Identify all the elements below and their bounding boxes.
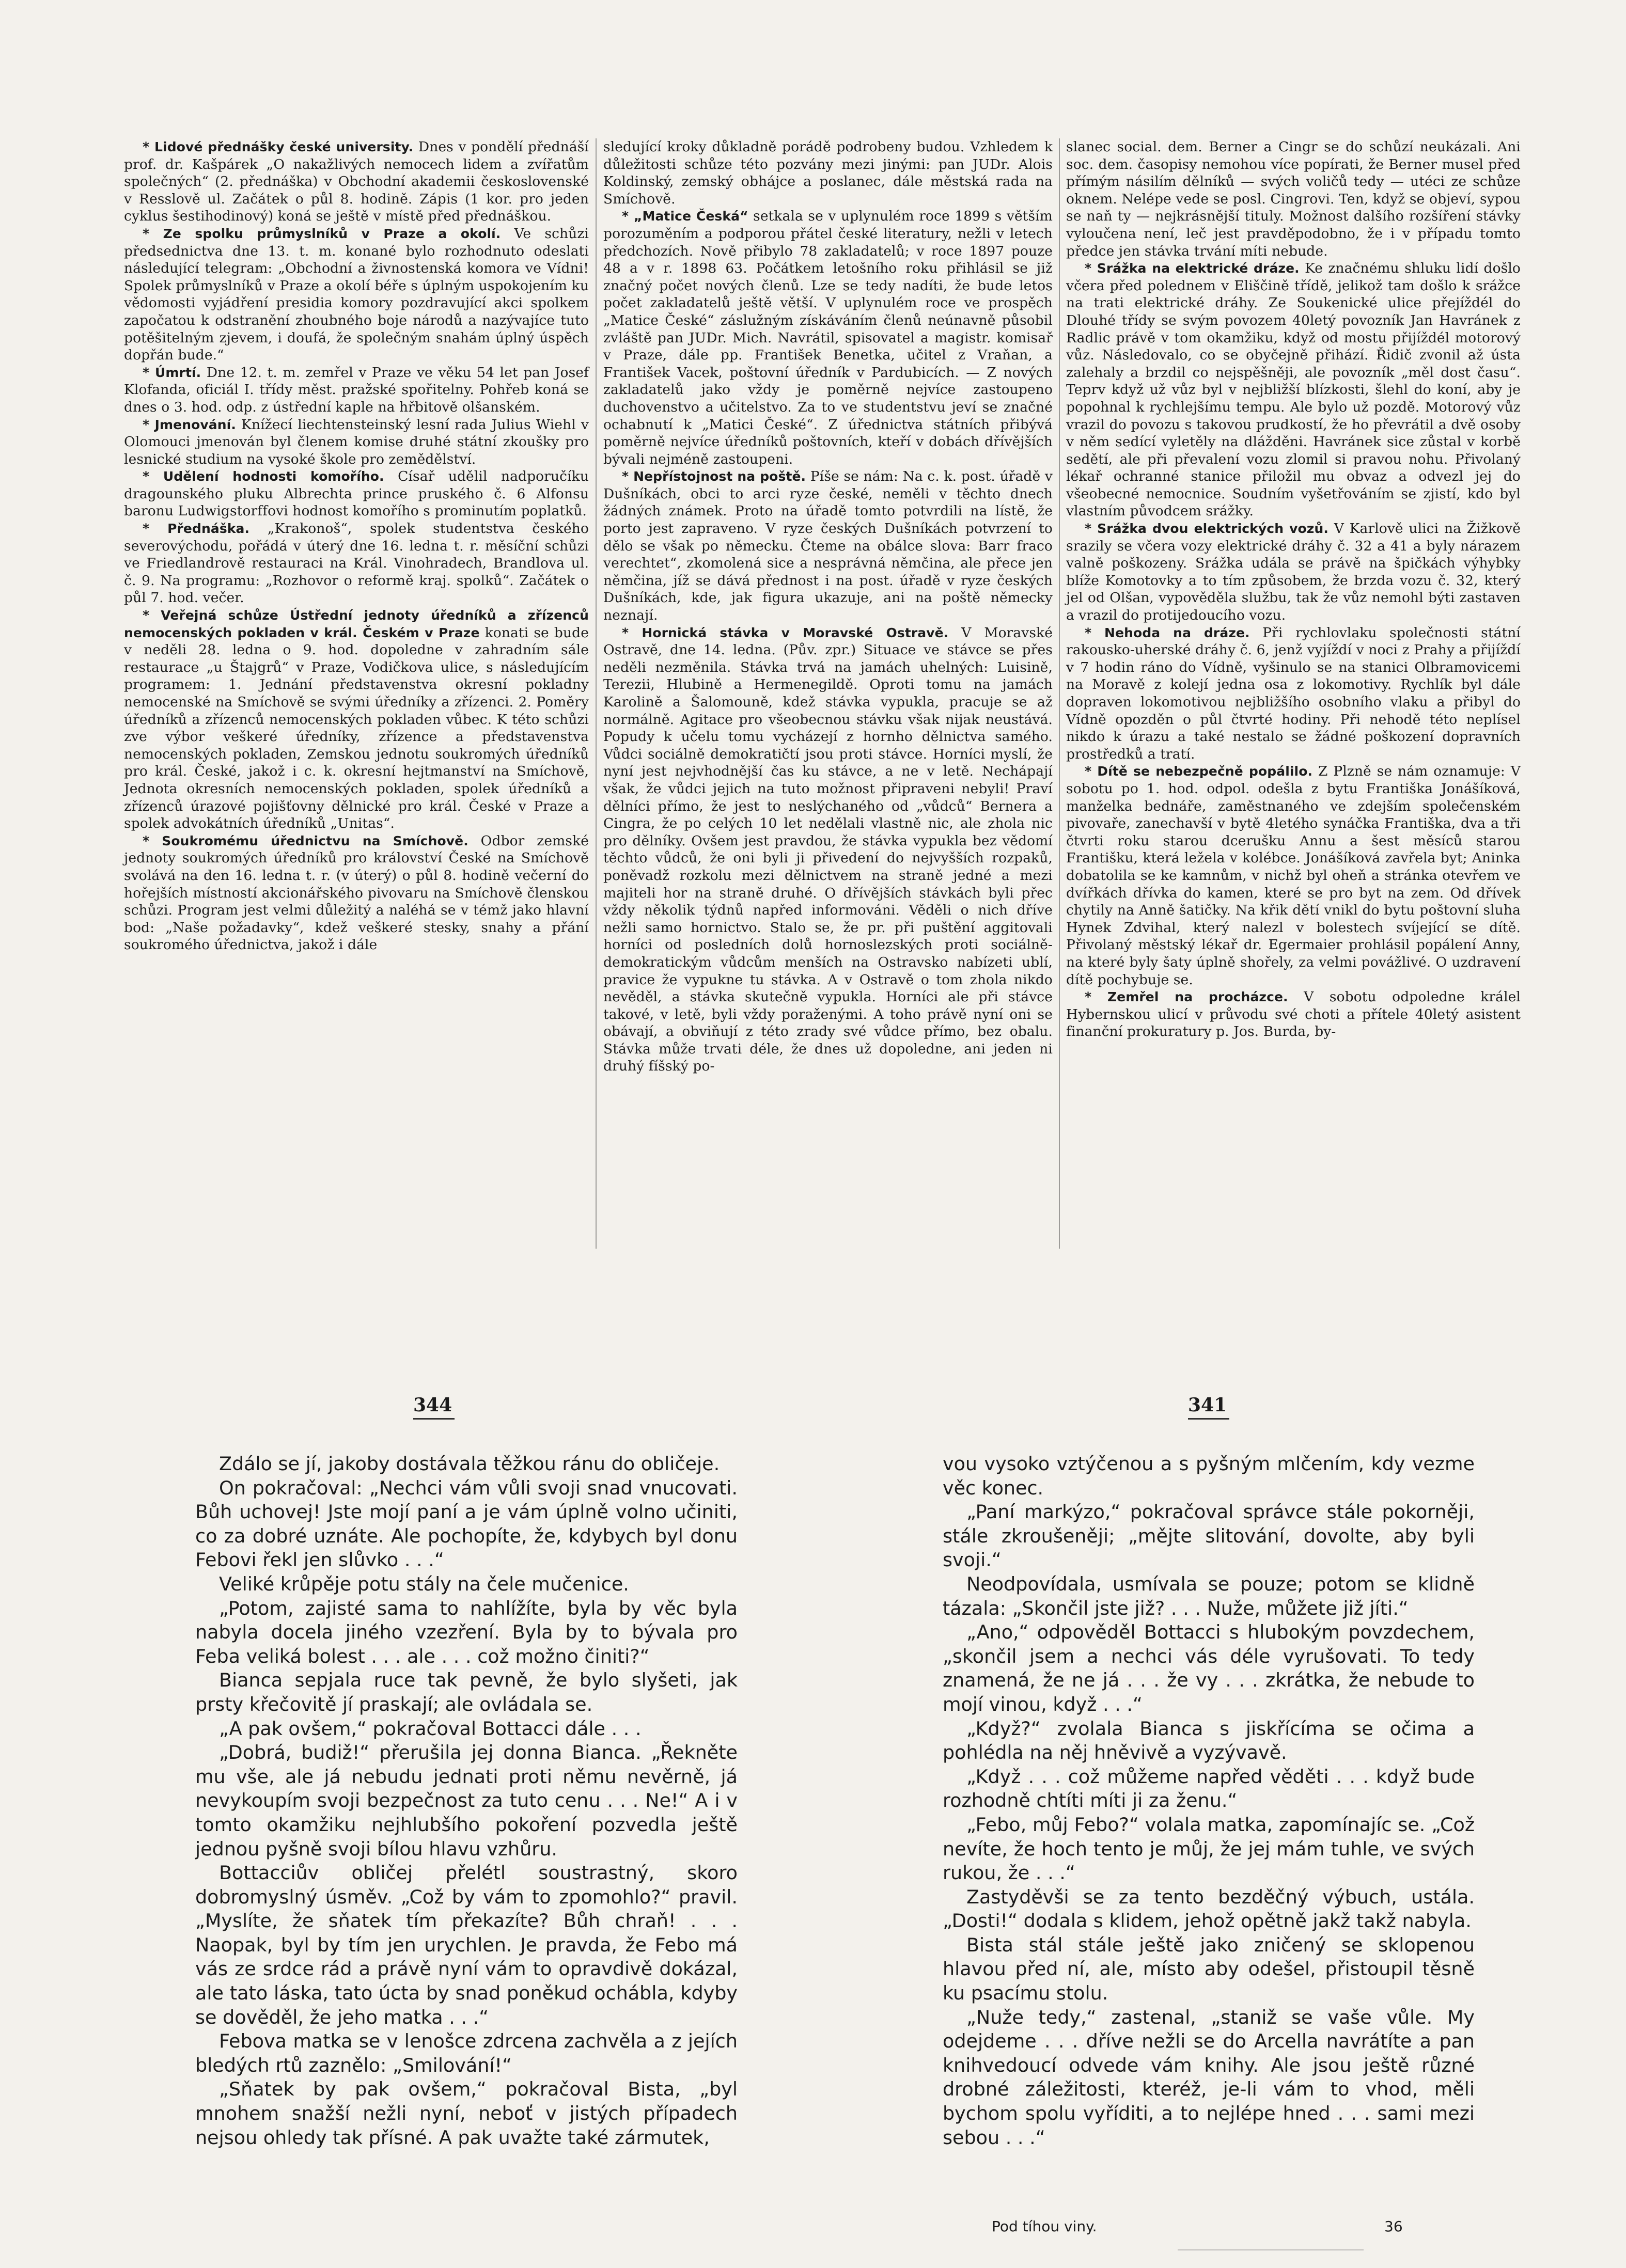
column-rule: [596, 138, 597, 1249]
news-item-text: V Karlově ulici na Žižkově srazily se včera vozy elektrické dráhy č. 32 a 41 a byly nárazem valně poškozeny. Srážka udála se právě na špičkách výhybky blíže Komotovky a to tím způsobem, že brzda vozu č. 32, který jel od Olšan, vypověděla službu, tak že vůz nemohl býti zastaven a vrazil do protijedoucího vozu.: [1066, 521, 1521, 624]
news-item-headline: * Veřejná schůze Ústřední jednoty úředníků a zřízenců nemocenských pokladen v král. Českém v Praze: [124, 608, 589, 640]
news-item: [1066, 260, 1521, 520]
news-item-headline: * Udělení hodnosti komořího.: [143, 469, 384, 484]
column-rule: [1059, 138, 1060, 1249]
news-item-text: Píše se nám: Na c. k. post. úřadě v Dušníkách, obci to arci ryze české, neměli v těchto dnech žádných známek. Proto na úřadě tomto potvrdili na lístě, že porto jest zapraveno. V ryze českých Dušníkách potvrzení to dělo se však po německu. Čteme na obálce slova: Barr fraco verechtet“, zkomolená sice a nesprávná němčina, ale přece jen němčina, jíž se dává přednost i na post. úřadě v ryze českých Dušníkách, kde, jak figura ukazuje, ani na poště německy neznají.: [603, 468, 1053, 624]
news-item-text: Knížecí liechtensteinský lesní rada Julius Wiehl v Olomouci jmenován byl členem komise druhé státní zkoušky pro lesnické studium na vysoké škole pro zemědělství.: [124, 416, 589, 467]
novel-paragraph: „Sňatek by pak ovšem,“ pokračoval Bista, „byl mnohem snažší nežli nyní, neboť v jistých případech nejsou ohledy tak přísné. A pak uvažte také zármutek,: [195, 2078, 738, 2149]
novel-paragraph: „Nuže tedy,“ zastenal, „staniž se vaše vůle. My odejdeme . . . dříve nežli se do Arcella navrátíte a pan knihvedoucí odvede vám knihy. Ale jsou ještě různé drobné záležitosti, kteréž, je-li vám to vhod, měli bychom spolu vyříditi, a to nejlépe hned . . . sami mezi sebou . . .“: [943, 2006, 1475, 2149]
news-item-headline: * Zemřel na procházce.: [1085, 989, 1288, 1005]
news-item-text: setkala se v uplynulém roce 1899 s větším porozuměním a podporou přátel české literatury, nežli v letech předchozích. Nově přibylo 78 zakladatelů; v roce 1897 pouze 48 a v r. 1898 63. Počátkem letošního roku přihlásil se již značný počet nových členů. Lze se tedy nadíti, že bude letos počet zakladatelů ještě větší. V uplynulém roce ve prospěch „Matice České“ záslužným získáváním členů neúnavně působil zvláště pan JUDr. Mich. Navrátil, spisovatel a magistr. komisař v Praze, dále pp. František Benetka, učitel z Vraňan, a František Vacek, poštovní úředník v Pardubicích. — Z nových zakladatelů jako vždy je poměrně nejvíce zastoupeno duchovenstvo a učitelstvo. Za to ve studentstvu jeví se značné ochabnutí k „Matici České“. Z úřednictva státních přibývá poměrně nejvíce úředníků poštovních, kteří v dobách dřívějších bývali nejméně zastoupeni.: [603, 208, 1053, 467]
news-item-headline: * „Matice Česká“: [622, 209, 748, 224]
news-item-headline: * Nepřístojnost na poště.: [622, 469, 806, 484]
news-item: [603, 138, 1053, 208]
news-item: [1066, 520, 1521, 624]
novel-paragraph: „A pak ovšem,“ pokračoval Bottacci dále . . .: [219, 1717, 642, 1740]
news-item-text: V Moravské Ostravě, dne 14. ledna. (Pův. zpr.) Situace ve stávce se přes neděli nezměnila. Stávka trvá na jamách uhelných: Luisině, Terezii, Hlubině a Hermenegildě. Oproti tomu na jamách Karolině a Šalomouně, kdež stávka vypukla, pracuje se až normálně. Agitace pro všeobecnou stávku však nijak neustává. Popudy k učelu tomu vycházejí z hornho dělnictva samého. Vůdci sociálně demokratičtí jsou proti stávce. Horníci myslí, že nyní jest nejvhodnější čas ku stávce, a ne v letě. Nechápají však, že vůdci jejich na tuto možnost připraveni nebyli! Praví dělníci přímo, že jest to neslýchaného od „vůdců“ Bernera a Cingra, že po celých 10 let nedělali vlastně nic, ale zhola nic pro dělníky. Ovšem jest pravdou, že stávka vypukla bez vědomí těchto vůdců, že oni byli ji přivedení do nejvyšších rozpaků, poněvadž rozkolu mezi dělnictvem na straně jedné a mezi majiteli hor na straně druhé. O dřívějších stávkách byli přec vždy několik týdnů napřed informováni. Věděli o nich dříve nežli samo hornictvo. Stalo se, že pr. při puštění aggitovali horníci od posledních dolů hornoslezských proti sociálně-demokratickým vůdcům menších na Ostravsko nabízeti ublí, pravice že vypukne tu stávka. A v Ostravě o tom zhola nikdo nevěděl, a stávka skutečně vypukla. Horníci ale při stávce takové, v letě, byli vždy poraženými. A toho právě nyní oni se obávají, a obviňují z této zrady své vůdce přímo, bez obalu. Stávka může trvati déle, že dnes už dopoledne, ani jeden ni druhý fíšský po-: [603, 624, 1053, 1075]
news-item-text: Při rychlovlaku společnosti státní rakousko-uherské dráhy č. 6, jenž vyjíždí v noci z Prahy a přijíždí v 7 hodin ráno do Vídně, vyšinulo se na stanici Olbramovicemi na Moravě z kolejí jedna osa z lokomotivy. Rychlík byl dále dopraven lokomotivou nejbližšího osobního vlaku a přibyl do Vídně opozděn o půl čtvrté hodiny. Při nehodě této neplísel nikdo k úrazu a také nestalo se žádné poškození dopravních prostředků a tratí.: [1066, 624, 1521, 762]
news-item: [1066, 624, 1521, 763]
novel-paragraph: Veliké krůpěje potu stály na čele mučenice.: [219, 1572, 629, 1595]
news-item-headline: * Úmrtí.: [143, 365, 201, 380]
news-item: [124, 520, 589, 607]
news-item-headline: * Ze spolku průmyslníků v Praze a okolí.: [143, 226, 501, 241]
novel-paragraph: Neodpovídala, usmívala se pouze; potom se klidně tázala: „Skončil jste již? . . . Nuže, můžete již jíti.“: [943, 1572, 1475, 1619]
novel-paragraph: Bottacciův obličej přelétl soustrastný, skoro dobromyslný úsměv. „Což by vám to zpomohlo?“ pravil. „Myslíte, že sňatek tím překazíte? Bůh chraň! . . . Naopak, byl by tím jen urychlen. Je pravda, že Febo má vás ze srdce rád a právě nyní vám to opravdivě dokázal, ale tato láska, tato úcta by snad poněkud ochábla, kdyby se dověděl, že jeho matka . . .“: [195, 1862, 738, 2028]
news-item: [603, 624, 1053, 1075]
page-number-right: 341: [1188, 1394, 1229, 1420]
news-item: [603, 468, 1053, 624]
news-item-text: „Krakonoš“, spolek studentstva českého severovýchodu, pořádá v úterý dne 16. ledna t. r. měsíční schůzi ve Friedlandrově restauraci na Král. Vinohradech, Brandlova ul. č. 9. Na programu: „Rozhovor o reformě kraj. spolků“. Začátek o půl 7. hod. večer.: [124, 521, 589, 606]
novel-paragraph: On pokračoval: „Nechci vám vůli svoji snad vnucovati. Bůh uchovej! Jste mojí paní a je vám úplně volno učiniti, co za dobré uznáte. Ale pochopíte, že, kdybych byl donu Febovi řekl jen slůvko . . .“: [195, 1476, 738, 1571]
news-item-headline: * Srážka dvou elektrických vozů.: [1085, 521, 1328, 537]
news-item-text: slanec social. dem. Berner a Cingr se do schůzí neukázali. Ani soc. dem. časopisy nemohou více popírati, že Berner musel před přímým násilím dělníků — svých voličů tedy — utéci ze schůze oknem. Nelépe vede se posl. Cingrovi. Ten, když se objeví, sypou se naň ty — nejkrásnější tituly. Možnost dalšího rozšíření stávky vyloučena není, leč jest pravděpodobno, že i v případu tomto předce jen stávka trvání míti nebude.: [1066, 139, 1521, 259]
news-item: [1066, 988, 1521, 1041]
news-item-headline: * Jmenování.: [143, 417, 236, 432]
novel-paragraph: „Když . . . což můžeme napřed věděti . . . když bude rozhodně chtíti míti ji za ženu.“: [943, 1765, 1475, 1812]
news-item: [1066, 138, 1521, 260]
news-item: [124, 138, 589, 225]
footer-title: Pod tíhou viny.: [992, 2218, 1097, 2235]
novel-paragraph: „Ano,“ odpověděl Bottacci s hlubokým povzdechem, „skončil jsem a nechci vás déle vyrušovati. To tedy znamená, že ne já . . . že vy . . . zkrátka, že nebude to mojí vinou, když . . .“: [943, 1621, 1475, 1715]
novel-paragraph: „Potom, zajisté sama to nahlížíte, byla by věc byla nabyla docela jiného vzezření. Byla by to bývala pro Feba veliká bolest . . . ale . . . což možno činiti?“: [195, 1597, 738, 1667]
news-item-text: Císař udělil nadporučíku dragounského pluku Albrechta prince pruského č. 6 Alfonsu baronu Ludwigstorffovi hodnost komořího s prominutím poplatků.: [124, 468, 589, 519]
news-item-text: V sobotu odpoledne králel Hybernskou ulicí v průvodu své choti a přítele 40letý asistent finanční prokuratury p. Jos. Burda, by-: [1066, 989, 1521, 1040]
news-item: [603, 208, 1053, 468]
novel-paragraph: „Paní markýzo,“ pokračoval správce stále pokorněji, stále zkroušeněji; „mějte slitování, dovolte, aby byli svoji.“: [943, 1501, 1475, 1571]
novel-paragraph: „Dobrá, budiž!“ přerušila jej donna Bianca. „Řekněte mu vše, ale já nebudu jednati proti němu nevěrně, já nevykoupím svoji bezpečnost za tuto cenu . . . Ne!“ A i v tomto okamžiku nejhlubšího pokoření pozvedla ještě jednou pyšně svoji bílou hlavu vzhůru.: [195, 1741, 738, 1860]
news-item: [124, 225, 589, 364]
novel-paragraph: „Když?“ zvolala Bianca s jiskřícíma se očima a pohlédla na něj hněvivě a vyzývavě.: [943, 1717, 1475, 1764]
novel-paragraph: Bista stál stále ještě jako zničený se sklopenou hlavou před ní, ale, místo aby odešel, přistoupil těsně ku psacímu stolu.: [943, 1933, 1475, 2005]
news-item-text: Ve schůzi předsednictva dne 13. t. m. konané bylo rozhodnuto odeslati následující telegram: „Obchodní a živnostenská komora ve Vídni! Spolek průmyslníků v Praze a okolí béře s úplným uspokojením ku vědomosti vyjádření presidia komory pozdravující akci spolkem započatou k odstranění zhoubného boje národů a nazývajíce tuto potěšitelným zjevem, i doufá, že společným snahám úplný úspěch dopřán bude.“: [124, 225, 589, 364]
news-item-text: Dnes v pondělí přednáší prof. dr. Kašpárek „O nakažlivých nemocech lidem a zvířatům společných“ (2. přednáška) v Obchodní akademii československé v Resslově ul. Začátek o půl 8. hodině. Zápis (1 kor. pro jeden cyklus šestihodinový) koná se ještě v místě před přednáškou.: [124, 139, 589, 225]
news-item: [124, 832, 589, 954]
news-item-text: konati se bude v neděli 28. ledna o 9. hod. dopoledne v zahradním sále restaurace „u Štajgrů“ v Praze, Vodičkova ulice, s následujícím programem: 1. Jednání představenstva okresní pokladny nemocenské na Smíchově se svými úředníky a zřízenci. 2. Poměry úředníků a zřízenců nemocenských pokladen vůbec. K této schůzi zve výbor veškeré úředníky, zřízence a představenstva nemocenských pokladen, Zemskou jednotu soukromých úředníků pro král. České, jakož i c. k. okresní hejtmanství na Smíchově, Jednota okresních nemocenských pokladen, spolek úředníků a zřízenců úrazové pojišťovny dělnické pro král. České v Praze a spolek advokátních úředníků „Unitas“.: [124, 624, 589, 832]
novel-paragraph: Bianca sepjala ruce tak pevně, že bylo slyšeti, jak prsty křečovitě jí praskají; ale ovládala se.: [195, 1669, 738, 1715]
news-item: [1066, 763, 1521, 988]
news-column-2: [603, 138, 1053, 1075]
footer-number: 36: [1384, 2218, 1403, 2235]
novel-column-right: [943, 1452, 1475, 2150]
news-item-headline: * Soukromému úřednictvu na Smíchově.: [143, 833, 468, 848]
news-item: [124, 607, 589, 832]
news-item-text: Odbor zemské jednoty soukromých úředníků pro království České na Smíchově svolává na den 16. ledna t. r. (v úterý) o půl 8. hodině večerní do hořejších místností akcionářského pivovaru na Smíchově členskou schůzi. Program jest velmi důležitý a naléhá se v témž jako hlavní bod: „Naše požadavky“, kdež veškeré stesky, snahy a přání soukromého úřednictva, jakož i dále: [124, 832, 589, 953]
news-item-headline: * Nehoda na dráze.: [1085, 625, 1250, 640]
novel-paragraph: Zastyděvši se za tento bezděčný výbuch, ustála. „Dosti!“ dodala s klidem, jehož opětně jakž takž nabyla.: [943, 1885, 1475, 1932]
novel-column-left: [195, 1452, 738, 2150]
news-item-text: Z Plzně se nám oznamuje: V sobotu po 1. hod. odpol. odešla z bytu Františka Jonášíková, manželka bednáře, zaměstnaného ve zdejším společenském pivovaře, zanechavší v bytě 4letého synáčka Františka, dva a tři čtvrti roku starou dcerušku Annu a šest měsíců starou Františku, která ležela v kolébce. Jonášíková zavřela byt; Aninka dobatolila se ke kamnům, v nichž byl oheň a stránka otevřem ve dvířkách dřívka do kamen, které se pro byt na zem. Od dřívek chytily na Anně šatičky. Na křik dětí vnikl do bytu poštovní sluha Hynek Zdvihal, který nalezl v bolestech svíjející se dítě. Přivolaný městský lékař dr. Egermaier prohlásil popálení Anny, na které byly šaty úplně shořely, za velmi povážlivé. O uzdravení dítě pochybuje se.: [1066, 763, 1521, 988]
news-item-headline: * Srážka na elektrické dráze.: [1085, 261, 1300, 276]
novel-paragraph: Zdálo se jí, jakoby dostávala těžkou ránu do obličeje.: [219, 1453, 720, 1475]
news-item-text: Dne 12. t. m. zemřel v Praze ve věku 54 let pan Josef Klofanda, oficiál I. třídy měst. pražské spořitelny. Pohřeb koná se dnes o 3. hod. odp. z ústřední kaple na hřbitově olšanském.: [124, 364, 589, 415]
news-item-headline: * Lidové přednášky české university.: [143, 139, 414, 154]
scan-artifact: [1178, 2249, 1364, 2250]
news-item: [124, 364, 589, 416]
news-item-text: sledující kroky důkladně porádě podrobeny budou. Vzhledem k důležitosti schůze této pozvány mezi jinými: pan JUDr. Alois Koldinský, zemský obhájce a poslanec, dále městská rada na Smíchově.: [603, 139, 1053, 207]
news-item-headline: * Hornická stávka v Moravské Ostravě.: [622, 625, 949, 640]
news-column-3: [1066, 138, 1521, 1041]
novel-paragraph: Febova matka se v lenošce zdrcena zachvěla a z jejích bledých rtů zaznělo: „Smilování!“: [195, 2030, 738, 2076]
news-item-text: Ke značnému shluku lidí došlo včera před polednem v Eliščině třídě, jelikož tam došlo k srážce na trati elektrické dráhy. Ze Soukenické ulice přejíždél do Dlouhé třídy se svým povozem 40letý povozník Jan Havránek z Radlic právě v tom okamžiku, když od mostu přijíždél motorový vůz. Následovalo, co se obyčejně přihází. Řidič zvonil až ústa zalehaly a brzdil co nejspěšněji, ale povozník „měl dost času“. Teprv když už vůz byl v nejbližší blízkosti, šlehl do koní, aby je popohnal k rychlejšímu tempu. Ale bylo už pozdě. Motorový vůz vrazil do povozu s takovou prudkostí, že ho převrátil a dvě osoby v něm sedící vyletěly na dlážděni. Havránek sice zůstal v korbě sedětí, ale při převalení vozu zlomil si pravou nohu. Přivolaný lékař ochranné stanice přiložil mu obvaz a odvezl jej do všeobecné nemocnice. Soudním vyšetřováním se zjistí, kdo byl vlastním původcem srážky.: [1066, 260, 1521, 519]
news-item: [124, 468, 589, 520]
news-item-headline: * Přednáška.: [143, 521, 250, 537]
page-number-left: 344: [413, 1394, 455, 1420]
news-column-1: [124, 138, 589, 954]
novel-paragraph: „Febo, můj Febo?“ volala matka, zapomínajíc se. „Což nevíte, že hoch tento je můj, že jej mám tuhle, ve svých rukou, že . . .“: [943, 1813, 1475, 1884]
news-item-headline: * Dítě se nebezpečně popálilo.: [1085, 764, 1313, 779]
novel-paragraph: vou vysoko vztýčenou a s pyšným mlčením, kdy vezme věc konec.: [943, 1453, 1475, 1499]
news-item: [124, 416, 589, 468]
